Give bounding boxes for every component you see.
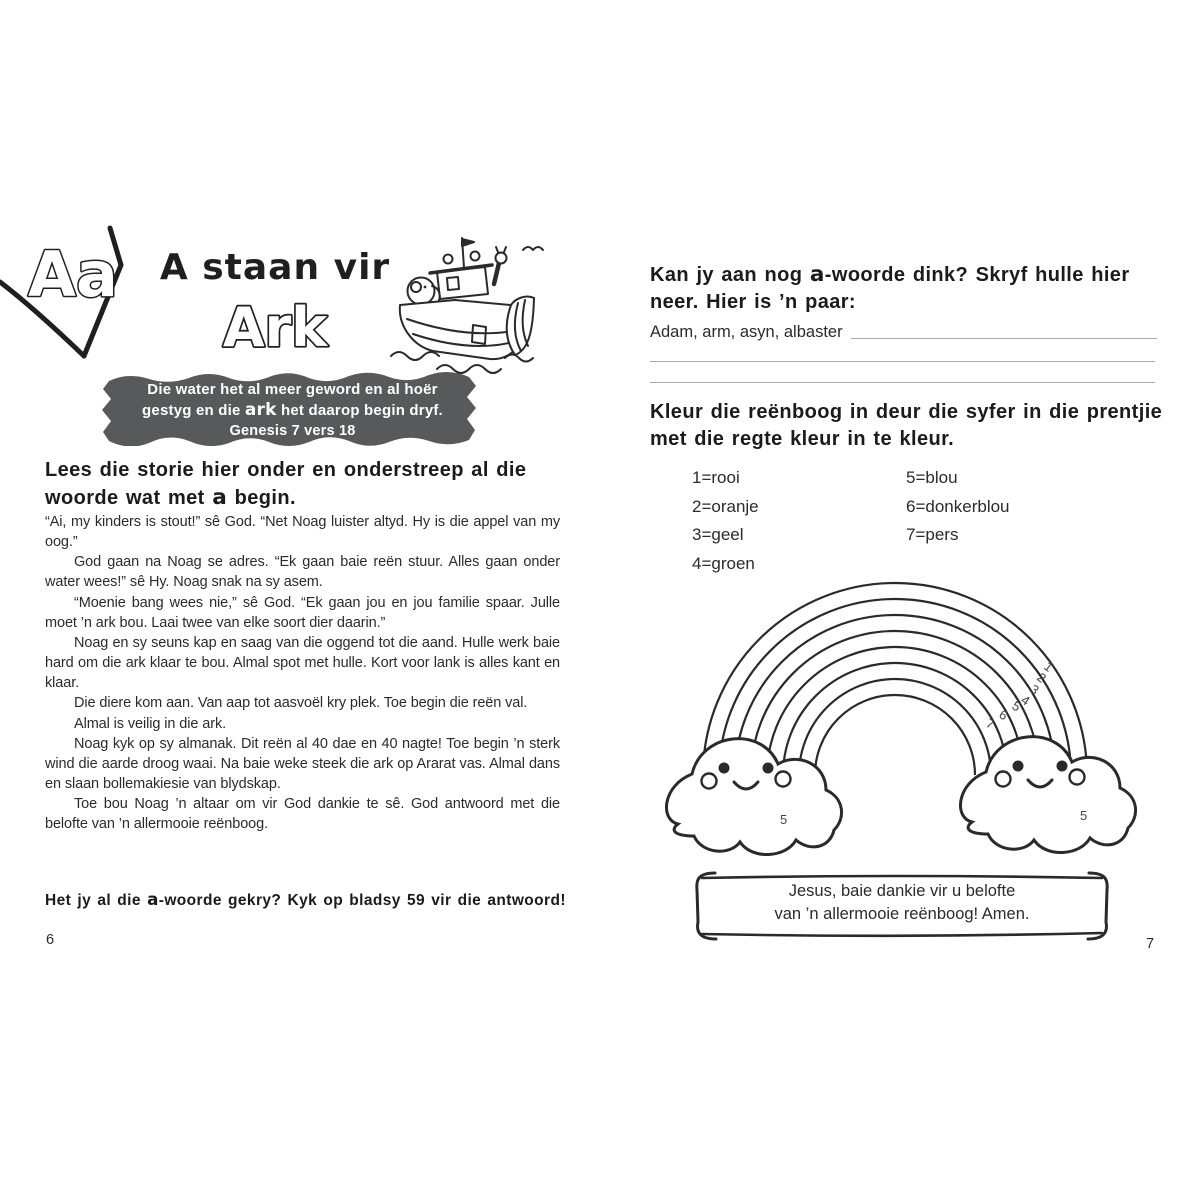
band-number: 6	[996, 706, 1011, 724]
band-number: 2	[1034, 669, 1050, 686]
cloud-number: 5	[1080, 808, 1088, 823]
story-instruction: Lees die storie hier onder en onderstreep al die woorde wat met a begin.	[45, 459, 527, 510]
band-number: 1	[1041, 658, 1057, 675]
legend-item: 4=groen	[692, 554, 755, 574]
page-number-left: 6	[46, 932, 55, 948]
a-words-prompt: Kan jy aan nog a-woorde dink? Skryf hulle hier neer. Hier is ’n paar:	[650, 262, 1130, 313]
verse-banner	[95, 368, 490, 446]
letter-badge-aa	[0, 222, 140, 372]
prayer-text	[708, 880, 1096, 926]
verse-reference: Genesis 7 vers 18	[229, 423, 356, 439]
coloring-instruction: Kleur die reënboog in deur die syfer in die prentjie met die regte kleur in te kleur.	[650, 401, 1163, 450]
bird-icon	[471, 252, 480, 261]
prow	[507, 297, 534, 355]
wave-line	[391, 352, 439, 360]
story-text	[45, 512, 560, 835]
legend-item: 3=geel	[692, 525, 744, 545]
legend-item: 7=pers	[906, 525, 959, 545]
story-paragraph: Noag en sy seuns kap en saag van die oggend tot die aand. Hulle werk baie hard om die ark klaar te bou. Almal spot met hulle. Kort voor lank is alles kant en klaar.	[45, 634, 560, 692]
answer-question: Het jy al die a-woorde gekry? Kyk op bladsy 59 vir die antwoord!	[45, 889, 566, 909]
writing-line	[851, 338, 1157, 339]
verse-text	[125, 379, 460, 442]
page-number-right: 7	[1146, 936, 1155, 952]
story-paragraph: Toe bou Noag ’n altaar om vir God dankie te sê. God antwoord met die belofte van ’n allermooie reënboog.	[45, 796, 560, 833]
writing-line	[650, 382, 1155, 383]
giraffe-neck	[494, 263, 499, 284]
prayer-line1: Jesus, baie dankie vir u belofte	[788, 882, 1016, 900]
bubble-letter-a: a	[809, 262, 825, 287]
story-paragraph: “Ai, my kinders is stout!” sê God. “Net Noag luister altyd. Hy is die appel van my oog.”	[45, 514, 560, 551]
cloud-left	[666, 739, 841, 855]
prayer-line2: van ’n allermooie reënboog! Amen.	[774, 905, 1030, 923]
rainbow-illustration	[650, 578, 1145, 863]
story-paragraph: Noag kyk op sy almanak. Dit reën al 40 dae en 40 nagte! Toe begin ’n sterk wind die aarde droog waai. Na baie weke steek die ark op Ararat vas. Almal dans en slaan bollemakiesie van blydskap.	[45, 735, 560, 793]
noahs-ark-illustration	[385, 230, 547, 385]
prayer-box	[688, 870, 1116, 942]
band-number: 4	[1018, 692, 1033, 709]
story-paragraph: Die diere kom aan. Van aap tot aasvoël kry plek. Toe begin die reën val.	[74, 695, 528, 712]
elephant-eye	[424, 286, 427, 289]
band-number: 3	[1027, 681, 1042, 698]
band-number: 5	[1009, 697, 1024, 715]
legend-item: 6=donkerblou	[906, 496, 1010, 516]
giraffe-head	[496, 253, 507, 264]
giraffe-horns	[496, 247, 506, 252]
story-paragraph: “Moenie bang wees nie,” sê God. “Ek gaan jou en jou familie spaar. Julle moet ’n ark bou. Laai twee van elke soort dier daarin.”	[45, 594, 560, 631]
band-number: 7	[983, 715, 998, 733]
title-ark-text: Ark	[222, 296, 328, 359]
verse-line1: Die water het al meer geword en al hoër	[147, 381, 438, 398]
writing-line	[650, 361, 1155, 362]
story-paragraph: God gaan na Noag se adres. “Ek gaan baie reën stuur. Alles gaan onder water wees!” sê Hy. Noag snak na sy asem.	[45, 554, 560, 591]
examples-row	[650, 323, 1157, 342]
bubble-letter-a: a	[212, 485, 228, 510]
legend-item: 5=blou	[906, 468, 958, 487]
page-title-line2-outline	[140, 288, 410, 364]
page-title-line1: A staan vir	[159, 247, 391, 288]
cloud-right	[960, 737, 1135, 853]
verse-ark-word: ark	[244, 400, 277, 420]
color-legend-left	[692, 464, 759, 579]
bubble-letter-a: a	[147, 889, 159, 909]
verse-line2: gestyg en die ark het daarop begin dryf.	[142, 400, 443, 420]
flag	[462, 239, 474, 246]
legend-item: 2=oranje	[692, 496, 759, 516]
cloud-number: 5	[780, 812, 788, 827]
story-paragraph: Almal is veilig in die ark.	[74, 715, 227, 732]
example-words: Adam, arm, asyn, albaster	[650, 323, 843, 341]
bird-icon	[444, 255, 453, 264]
color-legend-right	[906, 464, 1010, 550]
badge-letters: Aa	[28, 238, 118, 311]
legend-item: 1=rooi	[692, 468, 740, 487]
bird-icon	[523, 247, 543, 250]
